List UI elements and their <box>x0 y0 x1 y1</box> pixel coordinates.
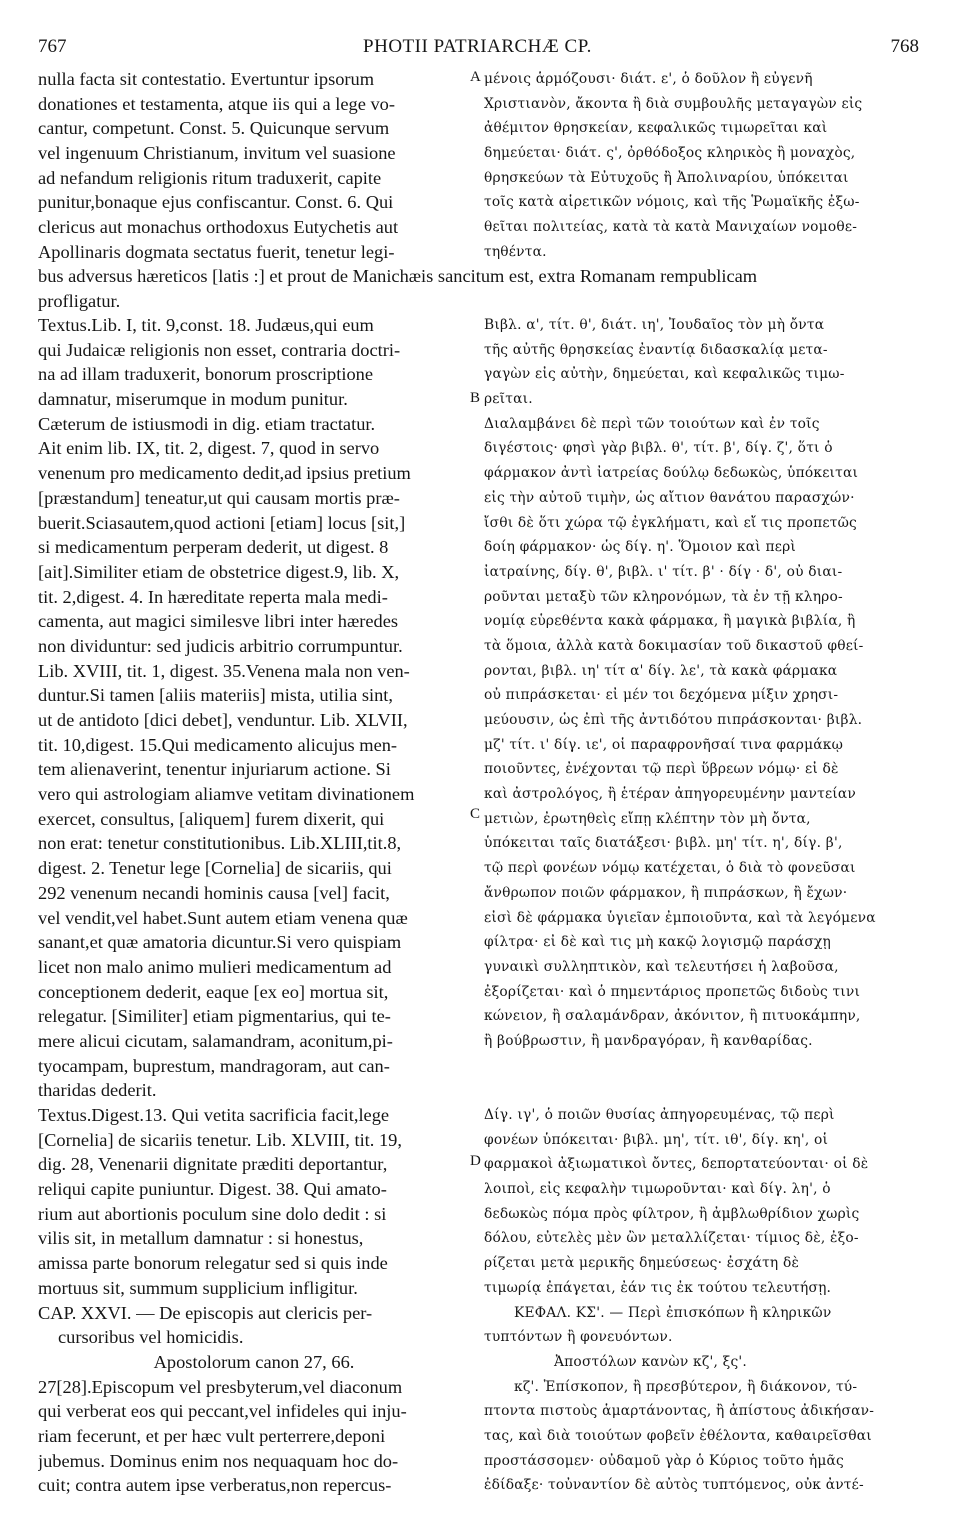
text-line: ρίζεται μετὰ μερικῆς δημεύσεως· ἐσχάτη δὲ <box>484 1255 800 1272</box>
text-line: na ad illam traduxerit, bonorum proscriptione <box>38 364 374 385</box>
text-line: ρονται, βιβλ. ιη' τίτ α' δίγ. λε', τὰ κακὰ φάρμακα <box>484 662 838 679</box>
text-line: μετιὼν, ἐρωτηθεὶς εἴπῃ κλέπτην τὸν μὴ ὄντα, <box>484 810 811 827</box>
text-line: Βιβλ. α', τίτ. θ', διάτ. ιη', Ἰουδαῖος τὸν μὴ ὄντα <box>484 317 825 333</box>
text-line: φαρμακοὶ ἀξιωματικοὶ ὄντες, δεπορτατεύονται· οἱ δὲ <box>484 1156 869 1173</box>
text-line: cantur, competunt. Const. 5. Quicunque servum <box>38 118 390 139</box>
text-line: Apollinaris dogmata sectatus fuerit, tenetur legi- <box>38 241 395 262</box>
text-line: camenta, aut magici similesve libri inter hæredes <box>38 611 399 632</box>
text-line: ροῦνται μεταξὺ τῶν κληρονόμων, τὰ ἐν τῇ κληρο- <box>484 588 843 605</box>
section-marker-a: A <box>470 69 481 85</box>
text-line: δόλου, εὐτελὲς μὲν ὢν μεταλλίζεται· τίμιος δὲ, ἐξο- <box>484 1230 859 1247</box>
text-line: εἰς τὴν αὐτοῦ τιμὴν, ὡς αἴτιον θανάτου παρασχών· <box>484 489 855 506</box>
text-line: φίλτρα· εἰ δὲ καὶ τις μὴ κακῷ λογισμῷ παράσχῃ <box>484 934 831 951</box>
text-line: κζ'. Ἐπίσκοπον, ἢ πρεσβύτερον, ἢ διάκονον, τύ- <box>514 1378 858 1395</box>
text-line: riam fecerunt, et per hæc vult perterrere,deponi <box>38 1425 386 1446</box>
text-line: ἴσθι δὲ ὅτι χώρα τῷ ἐγκλήματι, καὶ εἴ τις προπετῶς <box>484 514 857 531</box>
text-line: ἐξορίζεται· καὶ ὁ πημεντάριος προπετῶς διδοὺς τινι <box>484 983 861 1000</box>
text-line: nulla facta sit contestatio. Evertuntur ipsorum <box>38 69 375 89</box>
page-number-right: 768 <box>890 36 919 57</box>
text-line: τῷ περὶ φονέων νόμῳ κατέχεται, ὁ διὰ τὸ φονεῦσαι <box>484 860 856 877</box>
page-header <box>0 36 955 64</box>
text-line: clericus aut monachus orthodoxus Eutychetis aut <box>38 217 399 238</box>
text-line: duntur.Si tamen [aliis materiis] mista, utilia sint, <box>38 685 393 706</box>
latin-column-block-1 <box>38 67 470 265</box>
text-line: Cæterum de istiusmodi in dig. etiam tractatur. <box>38 413 376 434</box>
full-width-text <box>38 264 920 313</box>
text-line: κώνειον, ἢ σαλαμάνδραν, ἀκόνιτον, ἢ πιτυοκάμπην, <box>484 1008 861 1025</box>
text-line: rium aut abortionis poculum sine dolo dedit : si <box>38 1203 387 1224</box>
chapter-heading-greek-cont: τυπτόντων ἢ φονευόντων. <box>484 1329 673 1346</box>
text-line: Χριστιανὸν, ἄκοντα ἢ διὰ συμβουλῆς μεταγαγὼν εἰς <box>484 95 863 112</box>
text-line: διγέστοις· φησὶ γὰρ βιβλ. θ', τίτ. β', δίγ. ζ', ὅτι ὁ <box>484 440 833 457</box>
text-line: τηθέντα. <box>484 243 547 260</box>
text-line: tit. 10,digest. 15.Qui medicamento alicujus men- <box>38 734 398 755</box>
text-line: δοίη φάρμακον· ὡς δίγ. η'. Ὅμοιον καὶ περὶ <box>484 539 796 556</box>
canon-heading-greek: Ἀποστόλων κανὼν κζ', ξς'. <box>554 1353 747 1370</box>
running-title: PHOTII PATRIARCHÆ CP. <box>363 36 592 57</box>
text-line: θρησκεύων τὰ Εὐτυχοῦς ἢ Ἀπολιναρίου, ὑπόκειται <box>484 169 849 186</box>
text-line: μένοις ἁρμόζουσι· διάτ. ε', ὁ δοῦλον ἢ εὐγενῆ <box>484 71 813 87</box>
text-line: Ait enim lib. IX, tit. 2, digest. 7, quod in servo <box>38 438 380 459</box>
text-line: profligatur. <box>38 290 121 311</box>
greek-column-block-2 <box>484 313 920 1054</box>
text-line: 27[28].Episcopum vel presbyterum,vel diaconum <box>38 1376 403 1397</box>
text-line: dig. 28, Venenarii dignitate præditi deportantur, <box>38 1154 388 1175</box>
text-line: si medicamentum perperam dederit, ut digest. 8 <box>38 537 389 558</box>
text-line: [ait].Similiter etiam de obstetrice digest.9, lib. X, <box>38 561 400 582</box>
text-line: μεύουσιν, ὡς ἐπὶ τῆς ἀντιδότου πιπράσκονται· βιβλ. <box>484 712 863 728</box>
text-line: καὶ ἀστρολόγος, ἢ ἑτέραν ἀπηγορευμένην μαντείαν <box>484 786 857 803</box>
text-line: μζ' τίτ. ι' δίγ. ιε', οἱ παραφρονῆσαί τινα φαρμάκῳ <box>484 736 844 753</box>
text-line: ἢ βούβρωστιν, ἢ μανδραγόραν, ἢ κανθαρίδας. <box>484 1032 813 1049</box>
text-line: τῆς αὐτῆς θρησκείας ἐναντίᾳ διδασκαλίᾳ μετα- <box>484 341 828 358</box>
text-line: τοῖς κατὰ αἱρετικῶν νόμοις, καὶ τῆς Ῥωμαϊκῆς ἐξω- <box>484 194 860 211</box>
text-line: ἐδίδαξε· τοὐναντίον δὲ αὐτὸς τυπτόμενος, οὐκ ἀντέ- <box>484 1477 864 1494</box>
section-marker-c: C <box>470 806 481 822</box>
text-line: digest. 2. Tenetur lege [Cornelia] de sicariis, qui <box>38 858 392 879</box>
text-line: γαγὼν εἰς αὐτὴν, δημεύεται, καὶ κεφαλικῶς τιμω- <box>484 366 845 383</box>
text-line: ut de antidoto [dici debet], venduntur. Lib. XLVII, <box>38 710 408 730</box>
text-line: qui Judaicæ religionis non esset, contraria doctri- <box>38 339 401 360</box>
text-line: Textus.Lib. I, tit. 9,const. 18. Judæus,qui eum <box>38 315 374 335</box>
text-line: ποιοῦντες, ἐνέχονται τῷ περὶ ὕβρεων νόμῳ· εἰ δὲ <box>484 761 839 778</box>
text-line: τιμωρίᾳ ἐπάγεται, ἐάν τις ἐκ τούτου τελευτήσῃ. <box>484 1279 832 1296</box>
text-line: [Cornelia] de sicariis tenetur. Lib. XLVIII, tit. 19, <box>38 1129 402 1150</box>
text-line: cuit; contra autem ipse verberatus,non repercus- <box>38 1475 392 1496</box>
canon-heading: Apostolorum canon 27, 66. <box>153 1351 355 1372</box>
text-line: tem alienaverint, tenentur injuriarum actione. Si <box>38 759 391 780</box>
text-line: τας, καὶ διὰ τοιούτων φοβεῖν ἐθέλοντα, καθαιρεῖσθαι <box>484 1427 872 1444</box>
text-line: vel vendit,vel habet.Sunt autem etiam venena quæ <box>38 907 408 928</box>
greek-column-block-3 <box>484 1103 920 1498</box>
text-line: reliqui capite puniuntur. Digest. 38. Qui amato- <box>38 1179 387 1200</box>
text-line: tharidas dederit. <box>38 1080 157 1101</box>
text-line: ρεῖται. <box>484 391 533 408</box>
chapter-heading-greek: ΚΕΦΑΛ. ΚΣ'. — Περὶ ἐπισκόπων ἢ κληρικῶν <box>514 1304 832 1321</box>
text-line: conceptionem dederit, eaque [ex eo] mortua sit, <box>38 981 389 1002</box>
text-line: 292 venenum necandi hominis causa [vel] facit, <box>38 882 390 903</box>
text-line: tyocampam, buprestum, mandragoram, aut can- <box>38 1055 390 1076</box>
text-line: punitur,bonaque ejus confiscantur. Const. 6. Qui <box>38 192 394 213</box>
text-line: θεῖται πολιτείας, κατὰ τὰ κατὰ Μανιχαίων νομοθε- <box>484 219 858 236</box>
chapter-heading-cont: cursoribus vel homicidis. <box>58 1327 244 1348</box>
text-line: jubemus. Dominus enim nos nequaquam hoc do- <box>38 1450 399 1471</box>
text-line: mere alicui cicutam, salamandram, aconitum,pi- <box>38 1030 393 1051</box>
text-line: δημεύεται· διάτ. ς', ὀρθόδοξος κληρικὸς ἢ μοναχὸς, <box>484 145 856 162</box>
text-line: vero qui astrologiam aliamve vetitam divinationem <box>38 784 415 805</box>
text-line: tit. 2,digest. 4. In hæreditate reperta mala medi- <box>38 586 388 607</box>
text-line: donationes et testamenta, atque iis qui a lege vo- <box>38 93 395 114</box>
text-line: vilis sit, in metallum damnatur : si honestus, <box>38 1228 364 1249</box>
text-line: φονέων ὑπόκειται· βιβλ. μη', τίτ. ιθ', δίγ. κη', οἱ <box>484 1131 829 1148</box>
text-line: licet non malo animo mulieri medicamentum ad <box>38 956 392 977</box>
text-line: τὰ ὅμοια, ἀλλὰ κατὰ δοκιμασίαν τοῦ δικαστοῦ φθεί- <box>484 637 864 654</box>
text-line: sanant,et quæ amatoria dicuntur.Si vero quispiam <box>38 932 402 953</box>
section-marker-d: D <box>470 1153 481 1169</box>
text-line: bus adversus hæreticos [latis :] et prout de Manichæis sancitum est, extra Romanam rempublicam <box>38 266 758 286</box>
text-line: ἄνθρωπον ποιῶν φάρμακον, ἢ πιπράσκων, ἢ ἔχων· <box>484 884 848 901</box>
text-line: Διαλαμβάνει δὲ περὶ τῶν τοιούτων καὶ ἐν τοῖς <box>484 415 820 432</box>
text-line: ἀθέμιτον θρησκείαν, κεφαλικῶς τιμωρεῖται καὶ <box>484 120 828 137</box>
text-line: ad nefandum religionis ritum traduxerit, capite <box>38 167 382 188</box>
text-line: amissa parte bonorum relegatur sed si quis inde <box>38 1253 388 1274</box>
text-line: Δίγ. ιγ', ὁ ποιῶν θυσίας ἀπηγορευμένας, τῷ περὶ <box>484 1107 835 1123</box>
chapter-heading: CAP. XXVI. — De episcopis aut clericis per- <box>38 1302 373 1323</box>
text-line: οὐ πιπράσκεται· εἰ μέν τοι δεχόμενα μίξιν χρησι- <box>484 687 839 704</box>
text-line: [præstandum] teneatur,ut qui causam mortis præ- <box>38 487 400 508</box>
text-line: ὑπόκειται ταῖς διατάξεσι· βιβλ. μη' τίτ. η', δίγ. β', <box>484 835 843 852</box>
text-line: φάρμακον ἀντὶ ἰατρείας δούλῳ δεδωκὼς, ὑπόκειται <box>484 465 859 482</box>
text-line: non erat: tenetur constitutionibus. Lib.XLIII,tit.8, <box>38 833 402 854</box>
text-line: non dividuntur: sed judicis arbitrio corrumpuntur. <box>38 635 403 656</box>
text-line: προστάσσομεν· οὐδαμοῦ γὰρ ὁ Κύριος τοῦτο ἡμᾶς <box>484 1452 844 1469</box>
text-line: γυναικὶ συλληπτικὸν, καὶ τελευτήσει ἡ λαβοῦσα, <box>484 958 839 975</box>
section-marker-b: B <box>470 390 481 406</box>
text-line: δεδωκὼς πόμα πρὸς φίλτρον, ἢ ἀμβλωθρίδιον χωρὶς <box>484 1205 860 1222</box>
text-line: εἰσὶ δὲ φάρμακα ὑγιεῖαν ἐμποιοῦντα, καὶ τὰ λεγόμενα <box>484 909 876 926</box>
page-number-left: 767 <box>38 36 67 57</box>
text-line: qui verberat eos qui peccant,vel infideles qui inju- <box>38 1401 407 1422</box>
text-line: ἰατραίνης, δίγ. θ', βιβλ. ι' τίτ. β' · δίγ · δ', οὐ διαι- <box>484 563 843 580</box>
text-line: exercet, consultus, [aliquem] furem dixerit, qui <box>38 808 385 829</box>
text-line: λοιποὶ, εἰς κεφαλὴν τιμωροῦνται· καὶ δίγ. λη', ὁ <box>484 1181 831 1198</box>
text-line: vel ingenuum Christianum, invitum vel suasione <box>38 143 396 164</box>
text-line: mortuus sit, summum supplicium infligitur. <box>38 1277 358 1298</box>
text-line: relegatur. [Similiter] etiam pigmentarius, qui te- <box>38 1006 391 1027</box>
text-line: damnatur, miserumque in modum punitur. <box>38 389 348 410</box>
greek-column-block-1 <box>484 67 920 265</box>
text-line: Lib. XVIII, tit. 1, digest. 35.Venena mala non ven- <box>38 660 410 681</box>
text-line: Textus.Digest.13. Qui vetita sacrificia facit,lege <box>38 1105 390 1125</box>
text-line: venenum pro medicamento dedit,ad ipsius pretium <box>38 463 411 484</box>
text-line: buerit.Sciasautem,quod actioni [etiam] locus [sit,] <box>38 512 406 533</box>
latin-column-block-2 <box>38 313 470 1498</box>
text-line: νομίᾳ εὑρεθέντα κακὰ φάρμακα, ἢ μαγικὰ βιβλία, ἢ <box>484 613 856 630</box>
text-line: πτοντα πιστοὺς ἁμαρτάνοντας, ἢ ἀπίστους ἀδικήσαν- <box>484 1403 875 1420</box>
